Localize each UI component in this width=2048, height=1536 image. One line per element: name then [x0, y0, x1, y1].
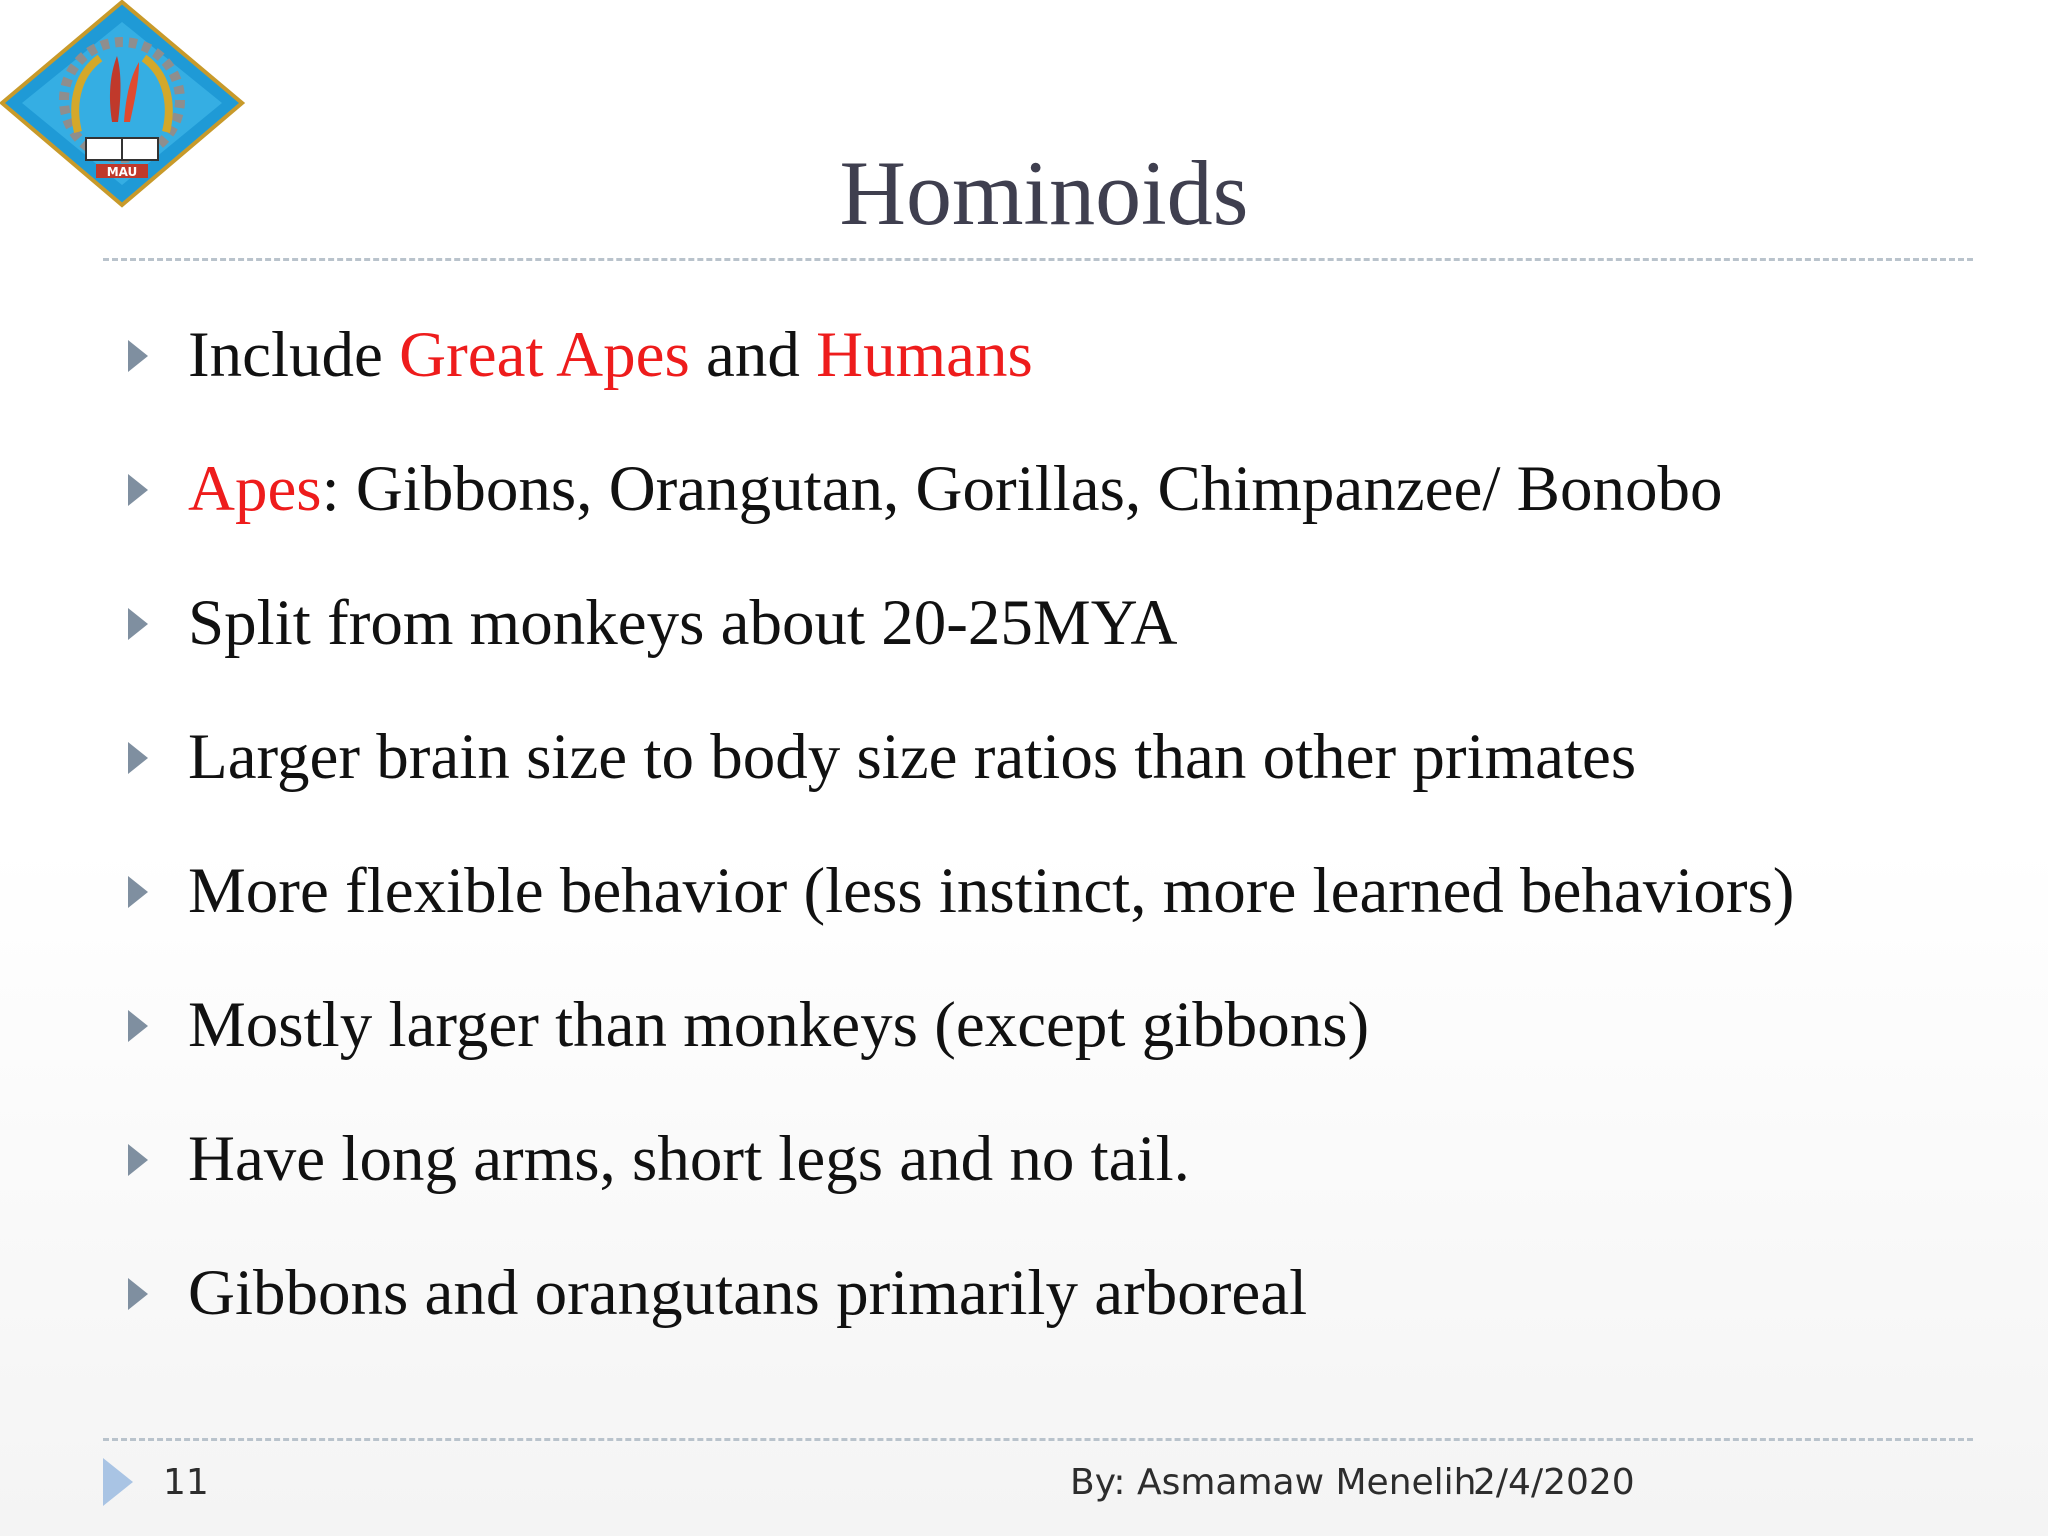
- footer-divider: [103, 1438, 1973, 1441]
- bullet-text: [188, 1238, 1307, 1348]
- bullet-item: [0, 568, 2048, 678]
- bullet-arrow-icon: [128, 1010, 148, 1042]
- bullet-text-part: More flexible behavior (less instinct, more learned behaviors): [188, 855, 1795, 927]
- footer-arrow-icon: [103, 1458, 133, 1506]
- bullet-arrow-icon: [128, 742, 148, 774]
- bullet-item: [0, 836, 2048, 946]
- slide-title: Hominoids: [839, 142, 1249, 244]
- bullet-text-part: Have long arms, short legs and no tail.: [188, 1123, 1190, 1195]
- bullet-text: [188, 970, 1369, 1080]
- bullet-item: [0, 300, 2048, 410]
- bullet-item: [0, 702, 2048, 812]
- bullet-arrow-icon: [128, 876, 148, 908]
- bullet-text: [188, 568, 1177, 678]
- bullet-text-part: Split from monkeys about 20-25MYA: [188, 587, 1178, 659]
- highlighted-term: Humans: [816, 319, 1033, 391]
- footer-author: By: Asmamaw Menelih: [1070, 1462, 1477, 1503]
- highlighted-term: Apes: [188, 453, 322, 525]
- bullet-text-part: Gibbons and orangutans primarily arboreal: [188, 1257, 1308, 1329]
- title-divider: [103, 258, 1973, 261]
- bullet-item: [0, 970, 2048, 1080]
- logo-text: MAU: [106, 165, 138, 179]
- bullet-item: [0, 1104, 2048, 1214]
- bullet-text: [188, 300, 1033, 410]
- bullet-arrow-icon: [128, 1144, 148, 1176]
- bullet-arrow-icon: [128, 474, 148, 506]
- bullet-text: [188, 836, 1794, 946]
- page-number: 11: [163, 1462, 209, 1503]
- footer-date: 2/4/2020: [1473, 1462, 1635, 1503]
- bullet-text-part: Include: [188, 319, 400, 391]
- bullet-text: [188, 434, 1723, 544]
- bullet-arrow-icon: [128, 340, 148, 372]
- bullet-text-part: Larger brain size to body size ratios than other primates: [188, 721, 1637, 793]
- bullet-text-part: : Gibbons, Orangutan, Gorillas, Chimpanzee/ Bonobo: [321, 453, 1723, 525]
- bullet-arrow-icon: [128, 608, 148, 640]
- bullet-text: [188, 702, 1636, 812]
- bullet-text: [188, 1104, 1190, 1214]
- bullet-item: [0, 434, 2048, 544]
- bullet-text-part: and: [689, 319, 817, 391]
- highlighted-term: Great Apes: [399, 319, 690, 391]
- bullet-item: [0, 1238, 2048, 1348]
- bullet-text-part: Mostly larger than monkeys (except gibbons): [188, 989, 1370, 1061]
- bullet-arrow-icon: [128, 1278, 148, 1310]
